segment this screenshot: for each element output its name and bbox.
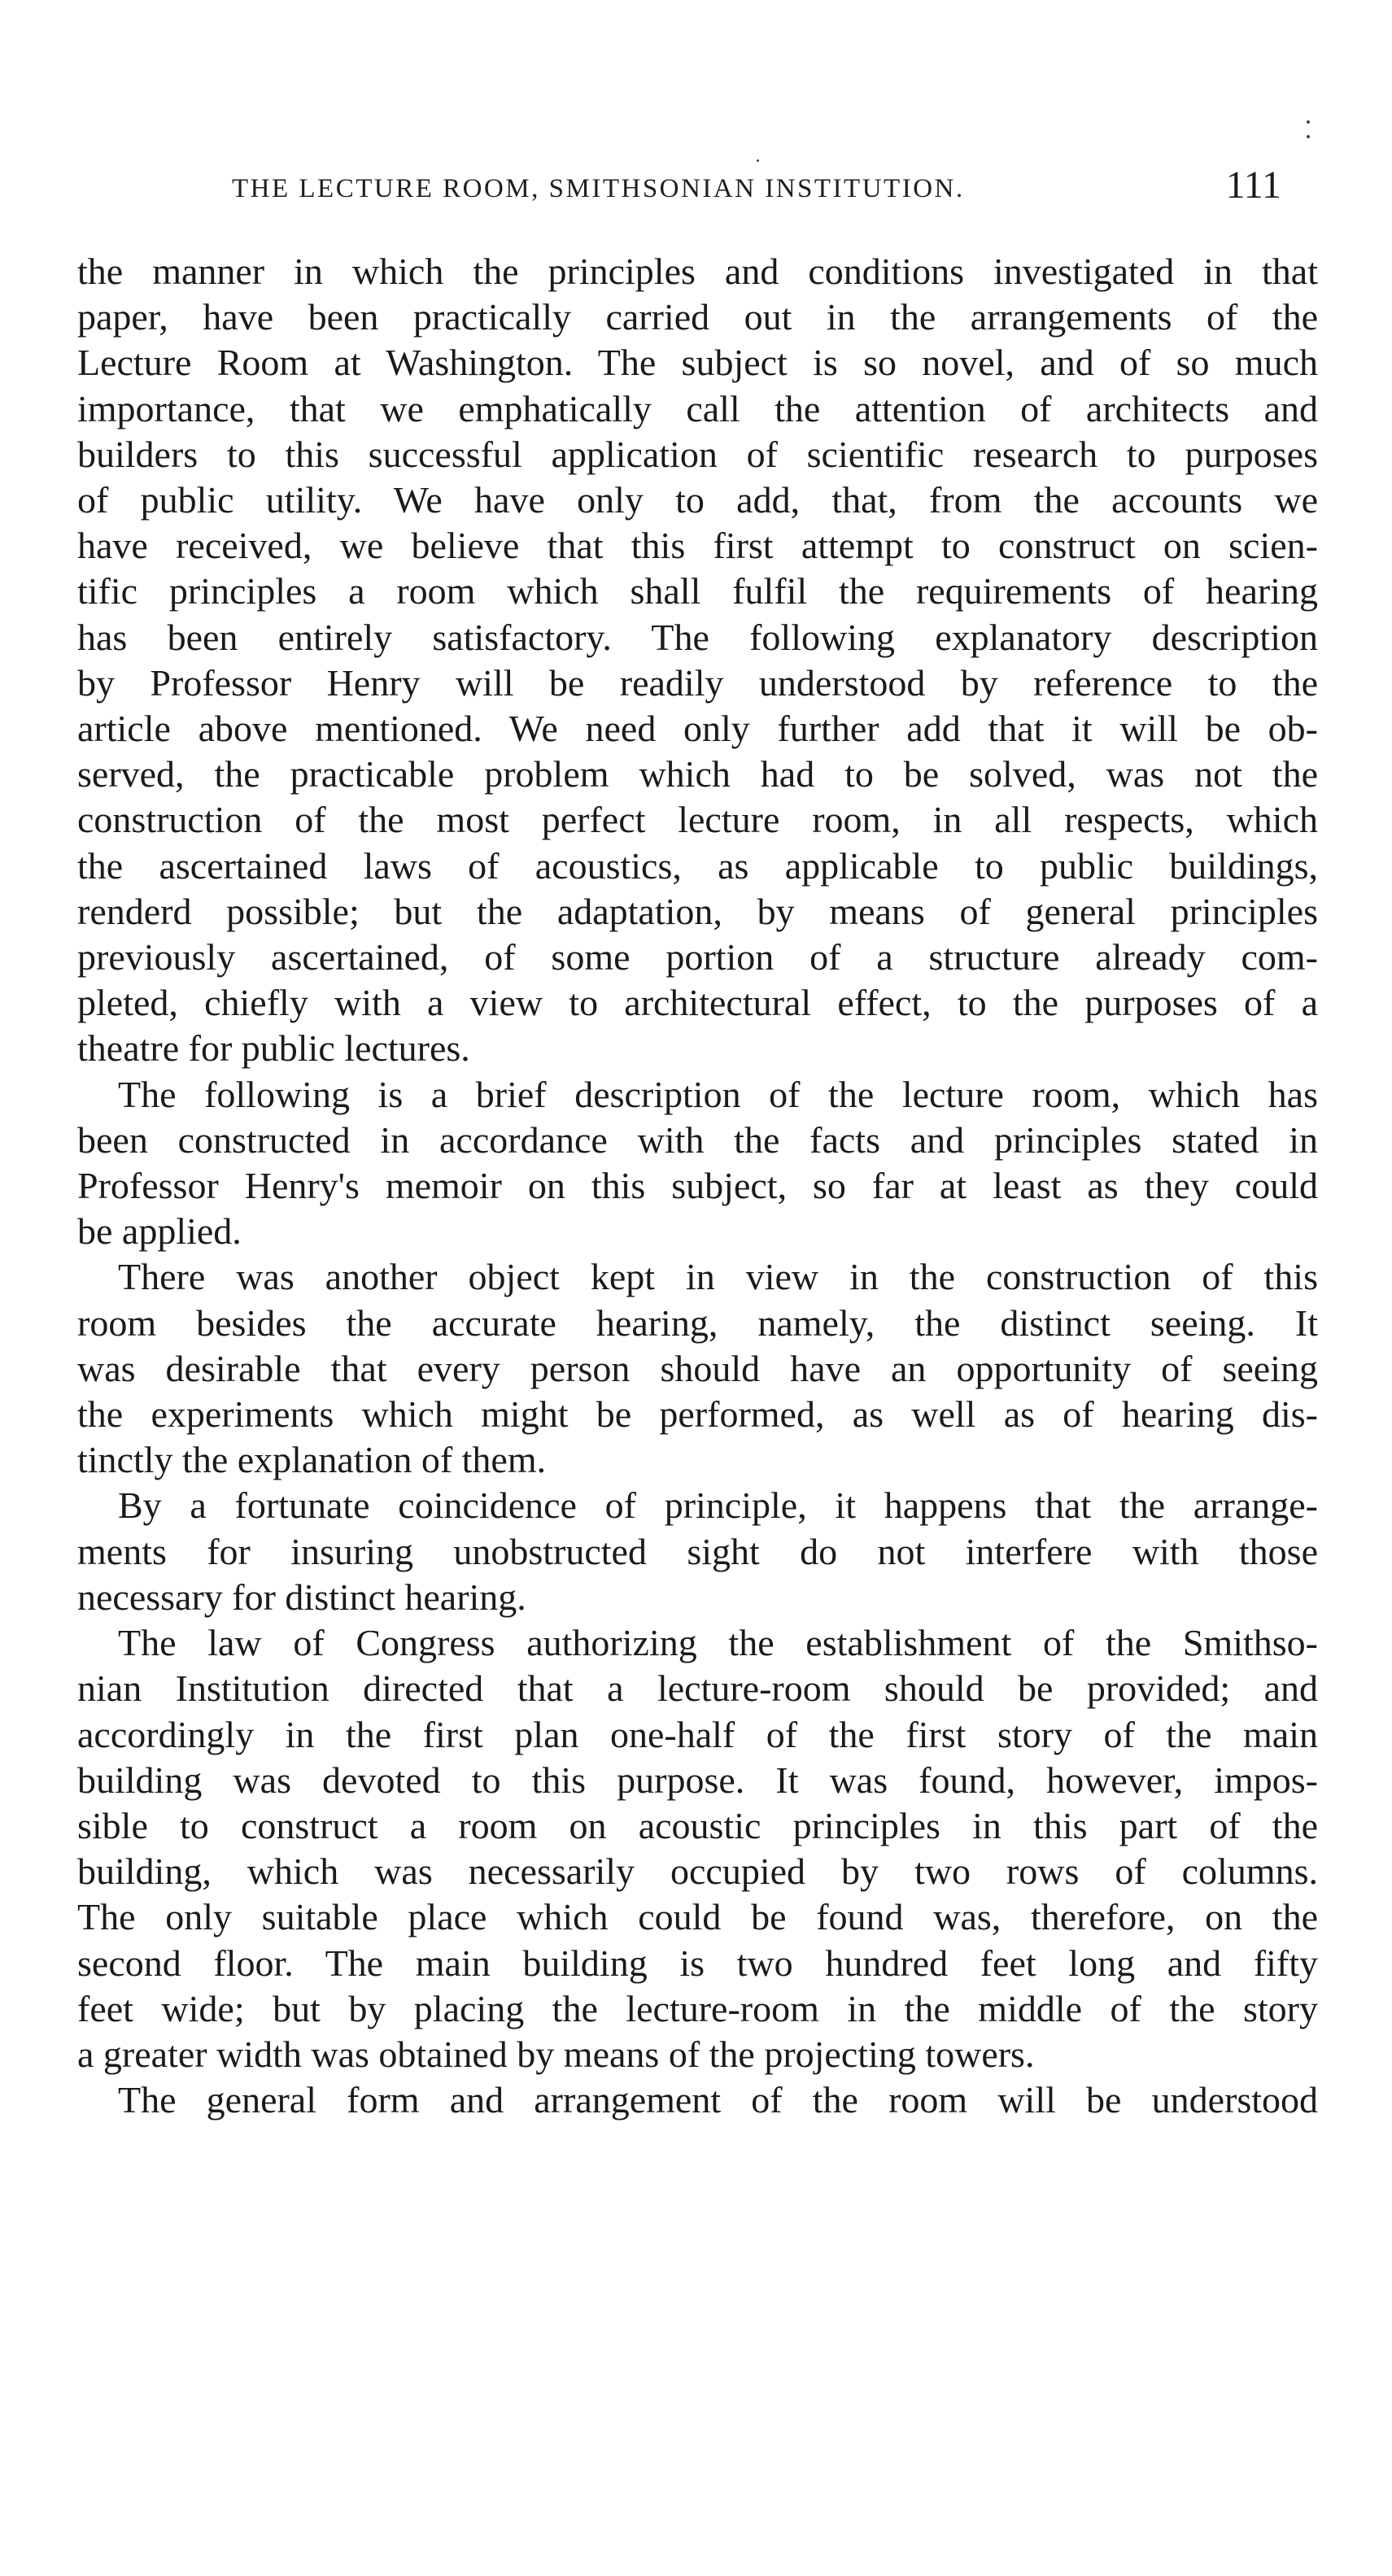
text-line: The following is a brief description of the lecture room, which has	[118, 1073, 1318, 1115]
text-line: a greater width was obtained by means of the projecting towers.	[77, 2033, 1035, 2075]
text-line: The only suitable place which could be found was, therefore, on the	[77, 1896, 1318, 1938]
paragraph	[77, 2077, 1318, 2123]
text-line: renderd possible; but the adaptation, by means of general principles	[77, 890, 1318, 932]
page-header	[122, 163, 1318, 220]
text-line: was desirable that every person should have an opportunity of seeing	[77, 1347, 1318, 1389]
text-line: theatre for public lectures.	[77, 1027, 470, 1070]
text-line: be applied.	[77, 1210, 242, 1253]
paragraph	[77, 249, 1318, 1072]
page-number: 111	[1225, 163, 1281, 207]
body-text	[77, 249, 1318, 2123]
text-line: necessary for distinct hearing.	[77, 1576, 526, 1618]
text-line: feet wide; but by placing the lecture-room in the middle of the story	[77, 1987, 1318, 2029]
print-speck	[1307, 135, 1310, 138]
text-line: the manner in which the principles and conditions investigated in that	[77, 251, 1318, 292]
text-line: have received, we believe that this first attempt to construct on scien-	[77, 525, 1318, 567]
paragraph	[77, 1072, 1318, 1255]
text-line: building was devoted to this purpose. It was found, however, impos-	[77, 1759, 1318, 1801]
text-line: The general form and arrangement of the room will be understood	[118, 2079, 1318, 2121]
text-line: sible to construct a room on acoustic principles in this part of the	[77, 1804, 1318, 1846]
text-line: Professor Henry's memoir on this subject, so far at least as they could	[77, 1165, 1318, 1207]
print-speck	[1307, 120, 1310, 124]
paragraph	[77, 1483, 1318, 1620]
paragraph	[77, 1620, 1318, 2077]
text-line: nian Institution directed that a lecture-room should be provided; and	[77, 1667, 1318, 1710]
text-line: the experiments which might be performed, as well as of hearing dis-	[77, 1393, 1318, 1436]
text-line: Lecture Room at Washington. The subject is so novel, and of so much	[77, 342, 1318, 384]
text-line: ments for insuring unobstructed sight do not interfere with those	[77, 1530, 1318, 1572]
text-line: pleted, chiefly with a view to architectural effect, to the purposes of a	[77, 982, 1318, 1024]
text-line: has been entirely satisfactory. The following explanatory description	[77, 616, 1318, 658]
text-line: construction of the most perfect lecture room, in all respects, which	[77, 799, 1318, 841]
text-line: article above mentioned. We need only further add that it will be ob-	[77, 708, 1318, 750]
text-line: tific principles a room which shall fulfil the requirements of hearing	[77, 570, 1318, 612]
text-line: tinctly the explanation of them.	[77, 1439, 547, 1481]
text-line: by Professor Henry will be readily understood by reference to the	[77, 661, 1318, 704]
text-line: the ascertained laws of acoustics, as applicable to public buildings,	[77, 844, 1318, 887]
text-line: room besides the accurate hearing, namely, the distinct seeing. It	[77, 1301, 1318, 1344]
text-line: second floor. The main building is two hundred feet long and fifty	[77, 1942, 1318, 1984]
text-line: previously ascertained, of some portion of a structure already com-	[77, 936, 1318, 979]
text-line: of public utility. We have only to add, that, from the accounts we	[77, 479, 1318, 521]
print-speck	[757, 159, 759, 162]
text-line: paper, have been practically carried out in the arrangements of the	[77, 296, 1318, 338]
text-line: builders to this successful application of scientific research to purposes	[77, 433, 1318, 475]
running-head: THE LECTURE ROOM, SMITHSONIAN INSTITUTION.	[232, 174, 965, 203]
text-line: been constructed in accordance with the facts and principles stated in	[77, 1118, 1318, 1161]
text-line: There was another object kept in view in the construction of this	[118, 1256, 1318, 1298]
text-line: importance, that we emphatically call the attention of architects and	[77, 387, 1318, 429]
text-line: building, which was necessarily occupied by two rows of columns.	[77, 1850, 1318, 1893]
text-line: accordingly in the first plan one-half of the first story of the main	[77, 1713, 1318, 1755]
text-line: The law of Congress authorizing the establishment of the Smithso-	[118, 1622, 1318, 1664]
paragraph	[77, 1254, 1318, 1483]
text-line: served, the practicable problem which had to be solved, was not the	[77, 753, 1318, 795]
text-line: By a fortunate coincidence of principle, it happens that the arrange-	[118, 1484, 1318, 1527]
